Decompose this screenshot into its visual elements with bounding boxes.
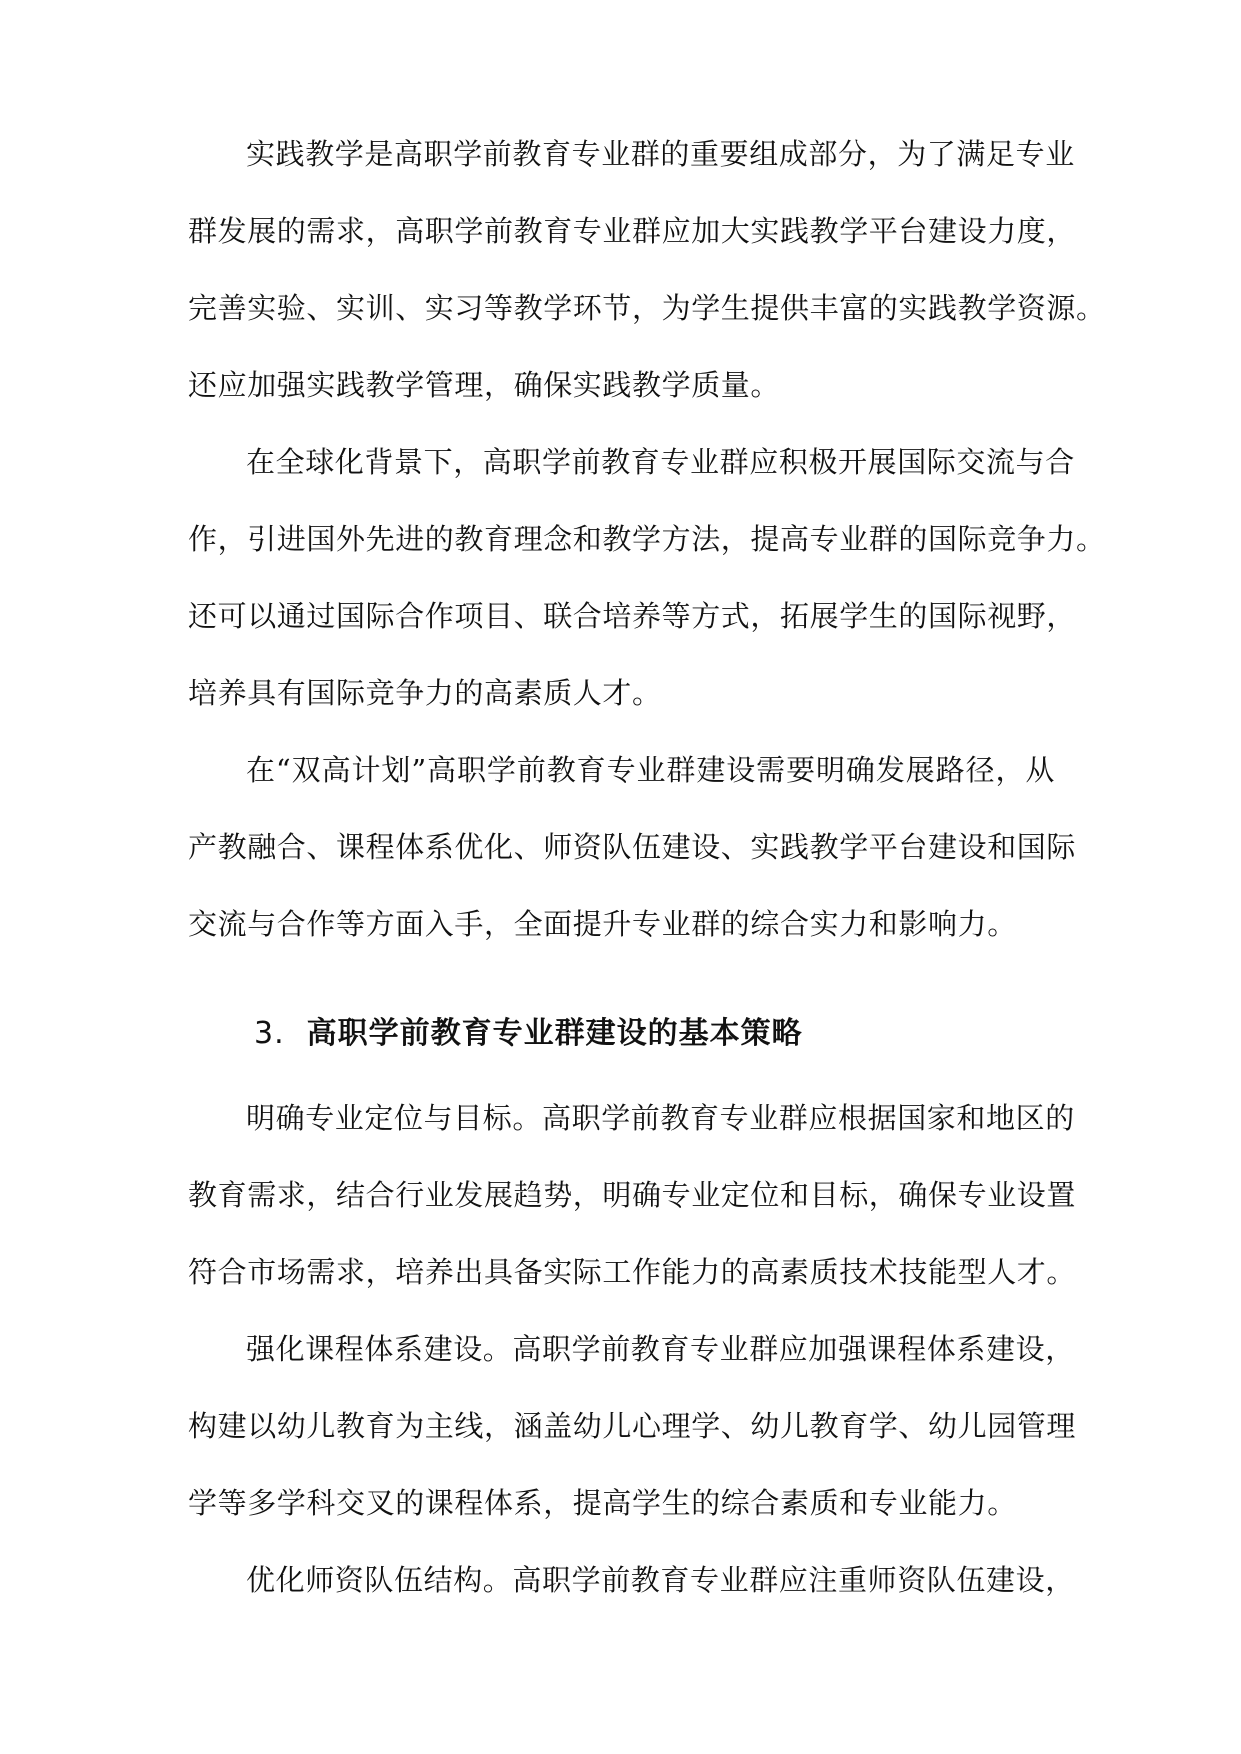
paragraph-5-line-1: 强化课程体系建设。高职学前教育专业群应加强课程体系建设， <box>246 1332 1075 1366</box>
section-title: 高职学前教育专业群建设的基本策略 <box>306 1016 803 1051</box>
paragraph-4-line-1: 明确专业定位与目标。高职学前教育专业群应根据国家和地区的 <box>246 1101 1075 1135</box>
paragraph-6-line-1: 优化师资队伍结构。高职学前教育专业群应注重师资队伍建设， <box>246 1563 1075 1597</box>
paragraph-3-line-1: 在“双高计划”高职学前教育专业群建设需要明确发展路径，从 <box>246 753 1055 787</box>
paragraph-1-line-2: 群发展的需求，高职学前教育专业群应加大实践教学平台建设力度， <box>188 214 1077 248</box>
paragraph-2-line-3: 还可以通过国际合作项目、联合培养等方式，拓展学生的国际视野， <box>188 599 1077 633</box>
paragraph-5-line-3: 学等多学科交叉的课程体系，提高学生的综合素质和专业能力。 <box>188 1486 1017 1520</box>
paragraph-1-line-4: 还应加强实践教学管理，确保实践教学质量。 <box>188 368 781 402</box>
paragraph-3-line-3: 交流与合作等方面入手，全面提升专业群的综合实力和影响力。 <box>188 907 1017 941</box>
paragraph-5-line-2: 构建以幼儿教育为主线，涵盖幼儿心理学、幼儿教育学、幼儿园管理 <box>188 1409 1077 1443</box>
paragraph-4-line-2: 教育需求，结合行业发展趋势，明确专业定位和目标，确保专业设置 <box>188 1178 1077 1212</box>
paragraph-2-line-2: 作，引进国外先进的教育理念和教学方法，提高专业群的国际竞争力。 <box>188 522 1106 556</box>
paragraph-2-line-1: 在全球化背景下，高职学前教育专业群应积极开展国际交流与合 <box>246 445 1075 479</box>
paragraph-3-line-2: 产教融合、课程体系优化、师资队伍建设、实践教学平台建设和国际 <box>188 830 1077 864</box>
paragraph-4-line-3: 符合市场需求，培养出具备实际工作能力的高素质技术技能型人才。 <box>188 1255 1077 1289</box>
section-heading <box>254 1012 803 1056</box>
section-number: 3. <box>254 1016 285 1051</box>
paragraph-2-line-4: 培养具有国际竞争力的高素质人才。 <box>188 676 662 710</box>
paragraph-1-line-1: 实践教学是高职学前教育专业群的重要组成部分，为了满足专业 <box>246 137 1075 171</box>
paragraph-1-line-3: 完善实验、实训、实习等教学环节，为学生提供丰富的实践教学资源。 <box>188 291 1106 325</box>
